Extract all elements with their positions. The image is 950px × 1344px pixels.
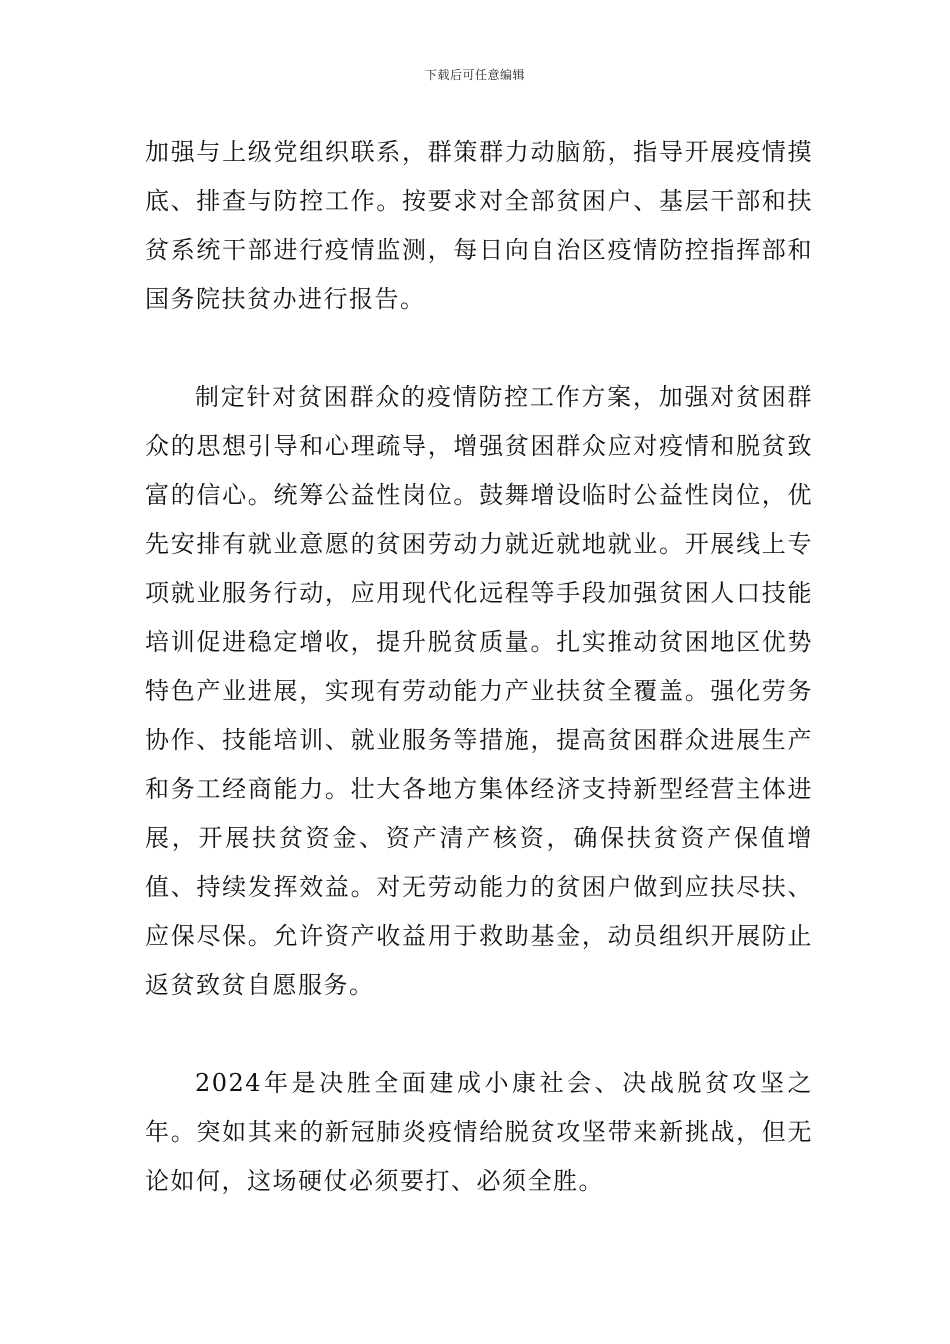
header-note: 下载后可任意编辑 — [424, 68, 525, 82]
paragraph-1: 加强与上级党组织联系，群策群力动脑筋，指导开展疫情摸底、排查与防控工作。按要求对全部贫困户、基层干部和扶贫系统干部进行疫情监测，每日向自治区疫情防控指挥部和国务院扶贫办进行报告。 — [145, 138, 813, 313]
paragraph-spacer — [145, 324, 813, 373]
paragraph-3: 2024年是决胜全面建成小康社会、决战脱贫攻坚之年。突如其来的新冠肺炎疫情给脱贫攻坚带来新挑战，但无论如何，这场硬仗必须要打、必须全胜。 — [145, 1069, 813, 1195]
paragraph-spacer — [145, 1010, 813, 1059]
paragraph-2: 制定针对贫困群众的疫情防控工作方案，加强对贫困群众的思想引导和心理疏导，增强贫困群众应对疫情和脱贫致富的信心。统筹公益性岗位。鼓舞增设临时公益性岗位，优先安排有就业意愿的贫困劳动力就近就地就业。开展线上专项就业服务行动，应用现代化远程等手段加强贫困人口技能培训促进稳定增收，提升脱贫质量。扎实推动贫困地区优势特色产业进展，实现有劳动能力产业扶贫全覆盖。强化劳务协作、技能培训、就业服务等措施，提高贫困群众进展生产和务工经商能力。壮大各地方集体经济支持新型经营主体进展，开展扶贫资金、资产清产核资，确保扶贫资产保值增值、持续发挥效益。对无劳动能力的贫困户做到应扶尽扶、应保尽保。允许资产收益用于救助基金，动员组织开展防止返贫致贫自愿服务。 — [145, 383, 813, 999]
document-body — [145, 128, 813, 1206]
